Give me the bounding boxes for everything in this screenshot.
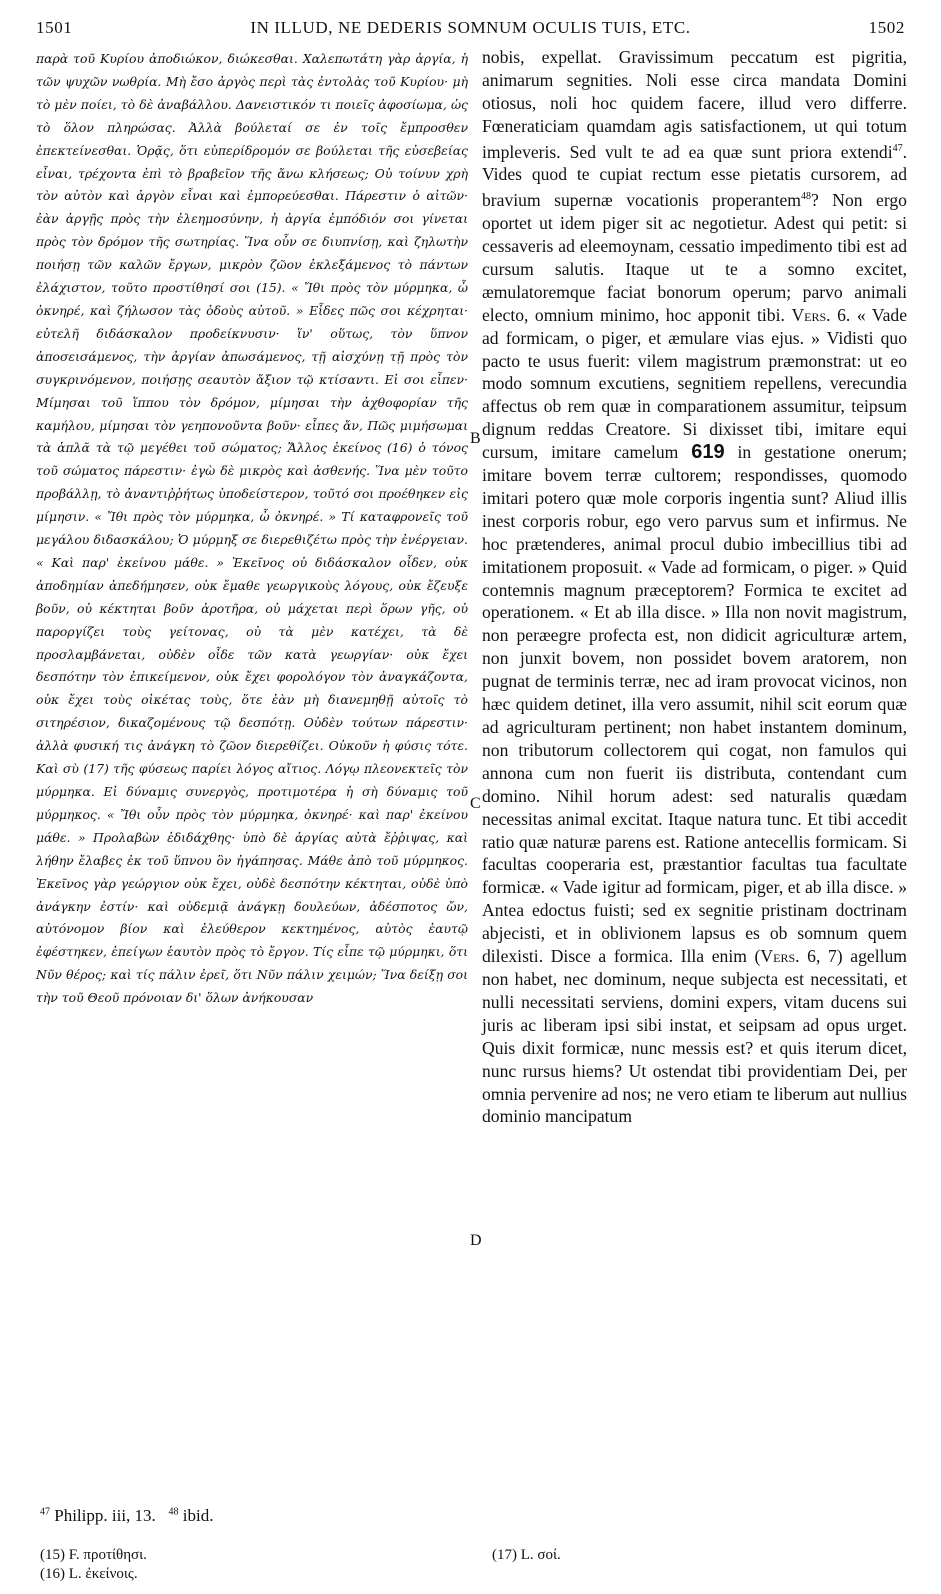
latin-text-part: in gestatione onerum; imitare bovem terræ cultorem; respondisses, quomodo imitari potero quæ mole corporis ingentia sunt? Aliud illis inest corporis robur, ego vero parvus sum et infirmus. Ne hoc prætenderes, animal procul dubio imbecillius tibi ad imitationem proposuit. « Vade ad formicam, o piger. » Quid contemnis magnum præceptorem? Formica te excitet ad operationem. « Et ab illa disce. » Illa non novit magistrum, non peræegre profecta est, non didicit agriculturæ artem, non junxit bovem, non possidet bovem aratorem, non pugnat de terminis terræ, nec ad iram provocat vicinos, non hæc quidem detinet, illa vero assumit, nihil scit eorum quæ ad agriculturam pertinent; non habet instantem dominum, non tributorum collectorem qui cogat, non famulos qui annona cum non fuerit iis distributa, contendant cum domino. Nihil horum adest: sed naturalis quædam necessitas animal excitat. Itaque natura tunc. Et tibi accedit ratio quæ naturæ parens est. Ratione antecellis formicam. Si facultas cooperaria est, præstantior facultas tua facultate formicæ. « Vade igitur ad formicam, piger, et ab illa disce. » Antea edoctus fuisti; sed ex segnitie pristinam doctrinam abjecisti, et in oblivionem lapsus es ob somnum quem dilexisti. Disce a formica. Illa enim ( [482,442,907,967]
footnote-text-47: Philipp. iii, 13. [50,1506,156,1525]
footnote-number-48: 48 [168,1506,179,1518]
latin-column [482,46,907,1128]
section-marker-c: C [470,795,481,812]
latin-text-part: 6, 7) agellum non habet, nec dominum, neque subjecta est necessitati, et nulli necessitati serviens, domini expers, vitam ducens sui juris ac liberam ipsi sibi instat, et seipsam ad opus urget. Quis dixit formicæ, nunc messis est? et quis iterum dicet, nunc rursus hiems? Ut ostendat tibi providentiam Dei, per omnia pervenire ad nos; ne vero etiam te liberum aut nullius dominio mancipatum [482,946,907,1127]
latin-text [482,46,907,1128]
footnote-ref-48: 48 [800,191,811,203]
apparatus-note-16: (16) L. ἐκείνοις. [40,1566,138,1582]
apparatus-note-15: (15) F. προτίθησι. [40,1547,147,1563]
footnote-number-47: 47 [40,1506,50,1518]
running-title: IN ILLUD, NE DEDERIS SOMNUM OCULIS TUIS, ETC. [250,18,691,37]
footnotes-main [40,1506,480,1526]
latin-text-part: nobis, expellat. Gravissimum peccatum est pigritia, animarum segnities. Noli esse circa mandata Domini otiosus, noli hoc quidem facere, illud vero differre. Fœneraticiam quamdam agis satisfactionem, ut qui totum impleveris. Sed vult te ad ea quæ sunt priora extendi [482,47,907,162]
greek-text: παρὰ τοῦ Κυρίου ἀποδιώκον, διώκεσθαι. Χαλεπωτάτη γὰρ ἀργία, ἡ τῶν ψυχῶν νωθρία. Μὴ ἔσο ἀργὸς περὶ τὰς ἐντολὰς τοῦ Κυρίου· μὴ τὸ μὲν ποίει, τὸ δὲ ἀναβάλλου. Δανειστικόν τι ποιεῖς ἀφοσίωμα, ὡς τὸ ὅλον πληρώσας. Ἀλλὰ βούλεταί σε ἐν τοῖς ἔμπροσθεν ἐπεκτείνεσθαι. Ὁρᾷς, ὅτι εὐπερίδρομόν σε βούλεται τῆς εὐσεβείας εἶναι, τρέχοντα ἐπὶ τὸ βραβεῖον τῆς ἄνω κλήσεως; Οὐ τοίνυν χρὴ τὸν αὐτὸν καὶ ἀργὸν εἶναι καὶ ἐμπορεύεσθαι. Πάρεστιν ὁ αἰτῶν· ἐὰν ἀργῇς πρὸς τὴν ἐλεημοσύνην, ἡ ἀργία ἐμπόδιόν σοι γίνεται πρὸς τὸν δρόμον τῆς σωτηρίας. Ἵνα οὖν σε διυπνίσῃ, καὶ ζηλωτὴν ποιήσῃ τῶν καλῶν ἔργων, μικρὸν ζῶον ἐκλεξάμενος τὸ πάντων ἐλάχιστον, τοῦτο προστίθησί σοι (15). « Ἴθι πρὸς τὸν μύρμηκα, ὦ ὀκνηρέ, καὶ ζήλωσον τὰς ὁδοὺς αὐτοῦ. » Εἶδες πῶς σοι κέχρηται· εὐτελῆ διδάσκαλον προδείκνυσιν· ἵν' οὕτως, τὸν ὕπνον ἀποσεισάμενος, τὴν ἀργίαν ἀπωσάμενος, τῇ αἰσχύνῃ τῇ πρὸς τὸν συγκρινόμενον, ποιήσῃς σεαυτὸν ἄξιον τῷ κτίσαντι. Εἰ σοι εἶπεν· Μίμησαι τοῦ ἵππου τὸν δρόμον, μίμησαι τὴν ἀχθοφορίαν τῆς καμήλου, μίμησαι τὸν γεηπονοῦντα βοῦν· εἶπες ἄν, Πῶς μιμήσωμαι τὰ ἁπλᾶ τὰ τῷ μεγέθει τοῦ σώματος; Ἄλλος ἐκείνος (16) ὁ τόνος τοῦ σώματος πάρεστιν· ἐγὼ δὲ μικρὸς καὶ ἀσθενής. Ἵνα μὲν τοῦτο προβάλλῃ, τὸ ἀναντιῤῥήτως ὑποδείστερον, τοῦτό σοι προέθηκεν εἰς μίμησιν. « Ἴθι πρὸς τὸν μύρμηκα, ὦ ὀκνηρέ. » Τί καταφρονεῖς τοῦ μεγάλου διδασκάλου; Ὁ μύρμηξ σε διερεθιζέτω πρὸς τὴν ἐνέργειαν. « Καὶ παρ' ἐκείνου μάθε. » Ἐκεῖνος οὐ διδάσκαλον οἶδεν, οὐκ ἀποδημίαν ἀπεδήμησεν, οὐκ ἔμαθε γεωργικοὺς λόγους, οὐκ ἔζευξε βοῦν, οὐ κέκτηται βοῦν ἀροτῆρα, οὐ μάχεται περὶ ὅρων γῆς, οὐ παροργίζει τοὺς γείτονας, οὐ τὰ μὲν κατέχει, τὰ δὲ προσλαμβάνεται, οὐδὲν οἶδε τῶν κατὰ γεωργίαν· οὐκ ἔχει δεσπότην τὸν ἐπικείμενον, οὐκ ἔχει φορολόγον τὸν ἀναγκάζοντα, οὐκ ἔχει τοὺς οἰκέτας τοὺς, ὅτε ἐὰν μὴ διανεμηθῇ αὐτοῖς τὸ σιτηρέσιον, δικαζομένους τῷ δεσπότῃ. Οὐδὲν τούτων πάρεστιν· ἀλλὰ φυσική τις ἀνάγκη τὸ ζῶον διερεθίζει. Οὐκοῦν ἡ φύσις τότε. Καὶ σὺ (17) τῆς φύσεως παρίει λόγος αἴτιος. Λόγῳ πλεονεκτεῖς τὸν μύρμηκα. Εἰ δύναμις συνεργὸς, προτιμοτέρα ἡ σὴ δύναμις τοῦ μύρμηκος. « Ἴθι οὖν πρὸς τὸν μύρμηκα, ὀκνηρέ· καὶ παρ' ἐκείνου μάθε. » Προλαβὼν ἐδιδάχθης· ὑπὸ δὲ ἀργίας αὐτὰ ἔῤῥιψας, καὶ λήθην ἔλαβες ἐκ τοῦ ὕπνου ὃν ἠγάπησας. Μάθε ἀπὸ τοῦ μύρμηκος. Ἐκεῖνος γὰρ γεώργιον οὐκ ἔχει, οὐδὲ δεσπότην κέκτηται, οὐδὲ ὑπὸ ἀνάγκην ἐστίν· καὶ οὐδεμιᾷ ἀνάγκῃ δουλεύων, ἀδέσποτος ὤν, αὐτόνομον βίον καὶ ἐλεύθερον κεκτημένος, αὐτὸς ἑαυτῷ ἐφέστηκεν, ἐπείγων ἑαυτὸν πρὸς τὸ ἔργον. Τίς εἶπε τῷ μύρμηκι, ὅτι Νῦν θέρος; καὶ τίς πάλιν ἐρεῖ, ὅτι Νῦν πάλιν χειμών; Ἵνα δείξῃ σοι τὴν τοῦ Θεοῦ πρόνοιαν δι' ὅλων ἀνήκουσαν [36,51,468,1006]
section-marker-b: B [470,430,481,447]
greek-column [36,48,468,1010]
running-header [36,18,905,42]
apparatus-right [492,1546,892,1565]
apparatus-note-17: (17) L. σοί. [492,1547,561,1563]
verse-label: Vers. [791,304,831,325]
latin-text-part: ? Non ergo oportet ut idem piger sit ac negotietur. Adest qui petit: si cessaveris ad eleemoynam, cessatio impedimento tibi est ad cursum salutis. Itaque ut te a somno excitet, æmulatoremque faciat bonorum operum; parvo animali electo, omnium minimo, hoc apponit tibi. [482,190,907,325]
page-number-left: 1501 [36,18,73,37]
section-marker-d: D [470,1232,482,1249]
apparatus-left [40,1546,460,1584]
latin-text-part: . Vides quod te cupiat rectum esse pietatis cursorem, ad bravium supernæ vocationis properantem [482,141,907,211]
verse-label: Vers. [760,946,800,967]
footnote-ref-47: 47 [892,142,903,154]
page-number-right: 1502 [868,18,905,37]
column-number: 619 [691,441,725,464]
footnote-text-48: ibid. [178,1506,214,1525]
latin-text-part: 6. « Vade ad formicam, o piger, et æmulare vias ejus. » Vidisti quo pacto te usus fuerit: vilem magistrum præmonstrat: ut eo modo somnum excutiens, segnitiem repellens, verecundia affectus ob rem quæ in comparationem assumitur, teipsum dignum reddas Creatore. Si dixisset tibi, imitare equi cursum, imitare camelum [482,304,908,463]
